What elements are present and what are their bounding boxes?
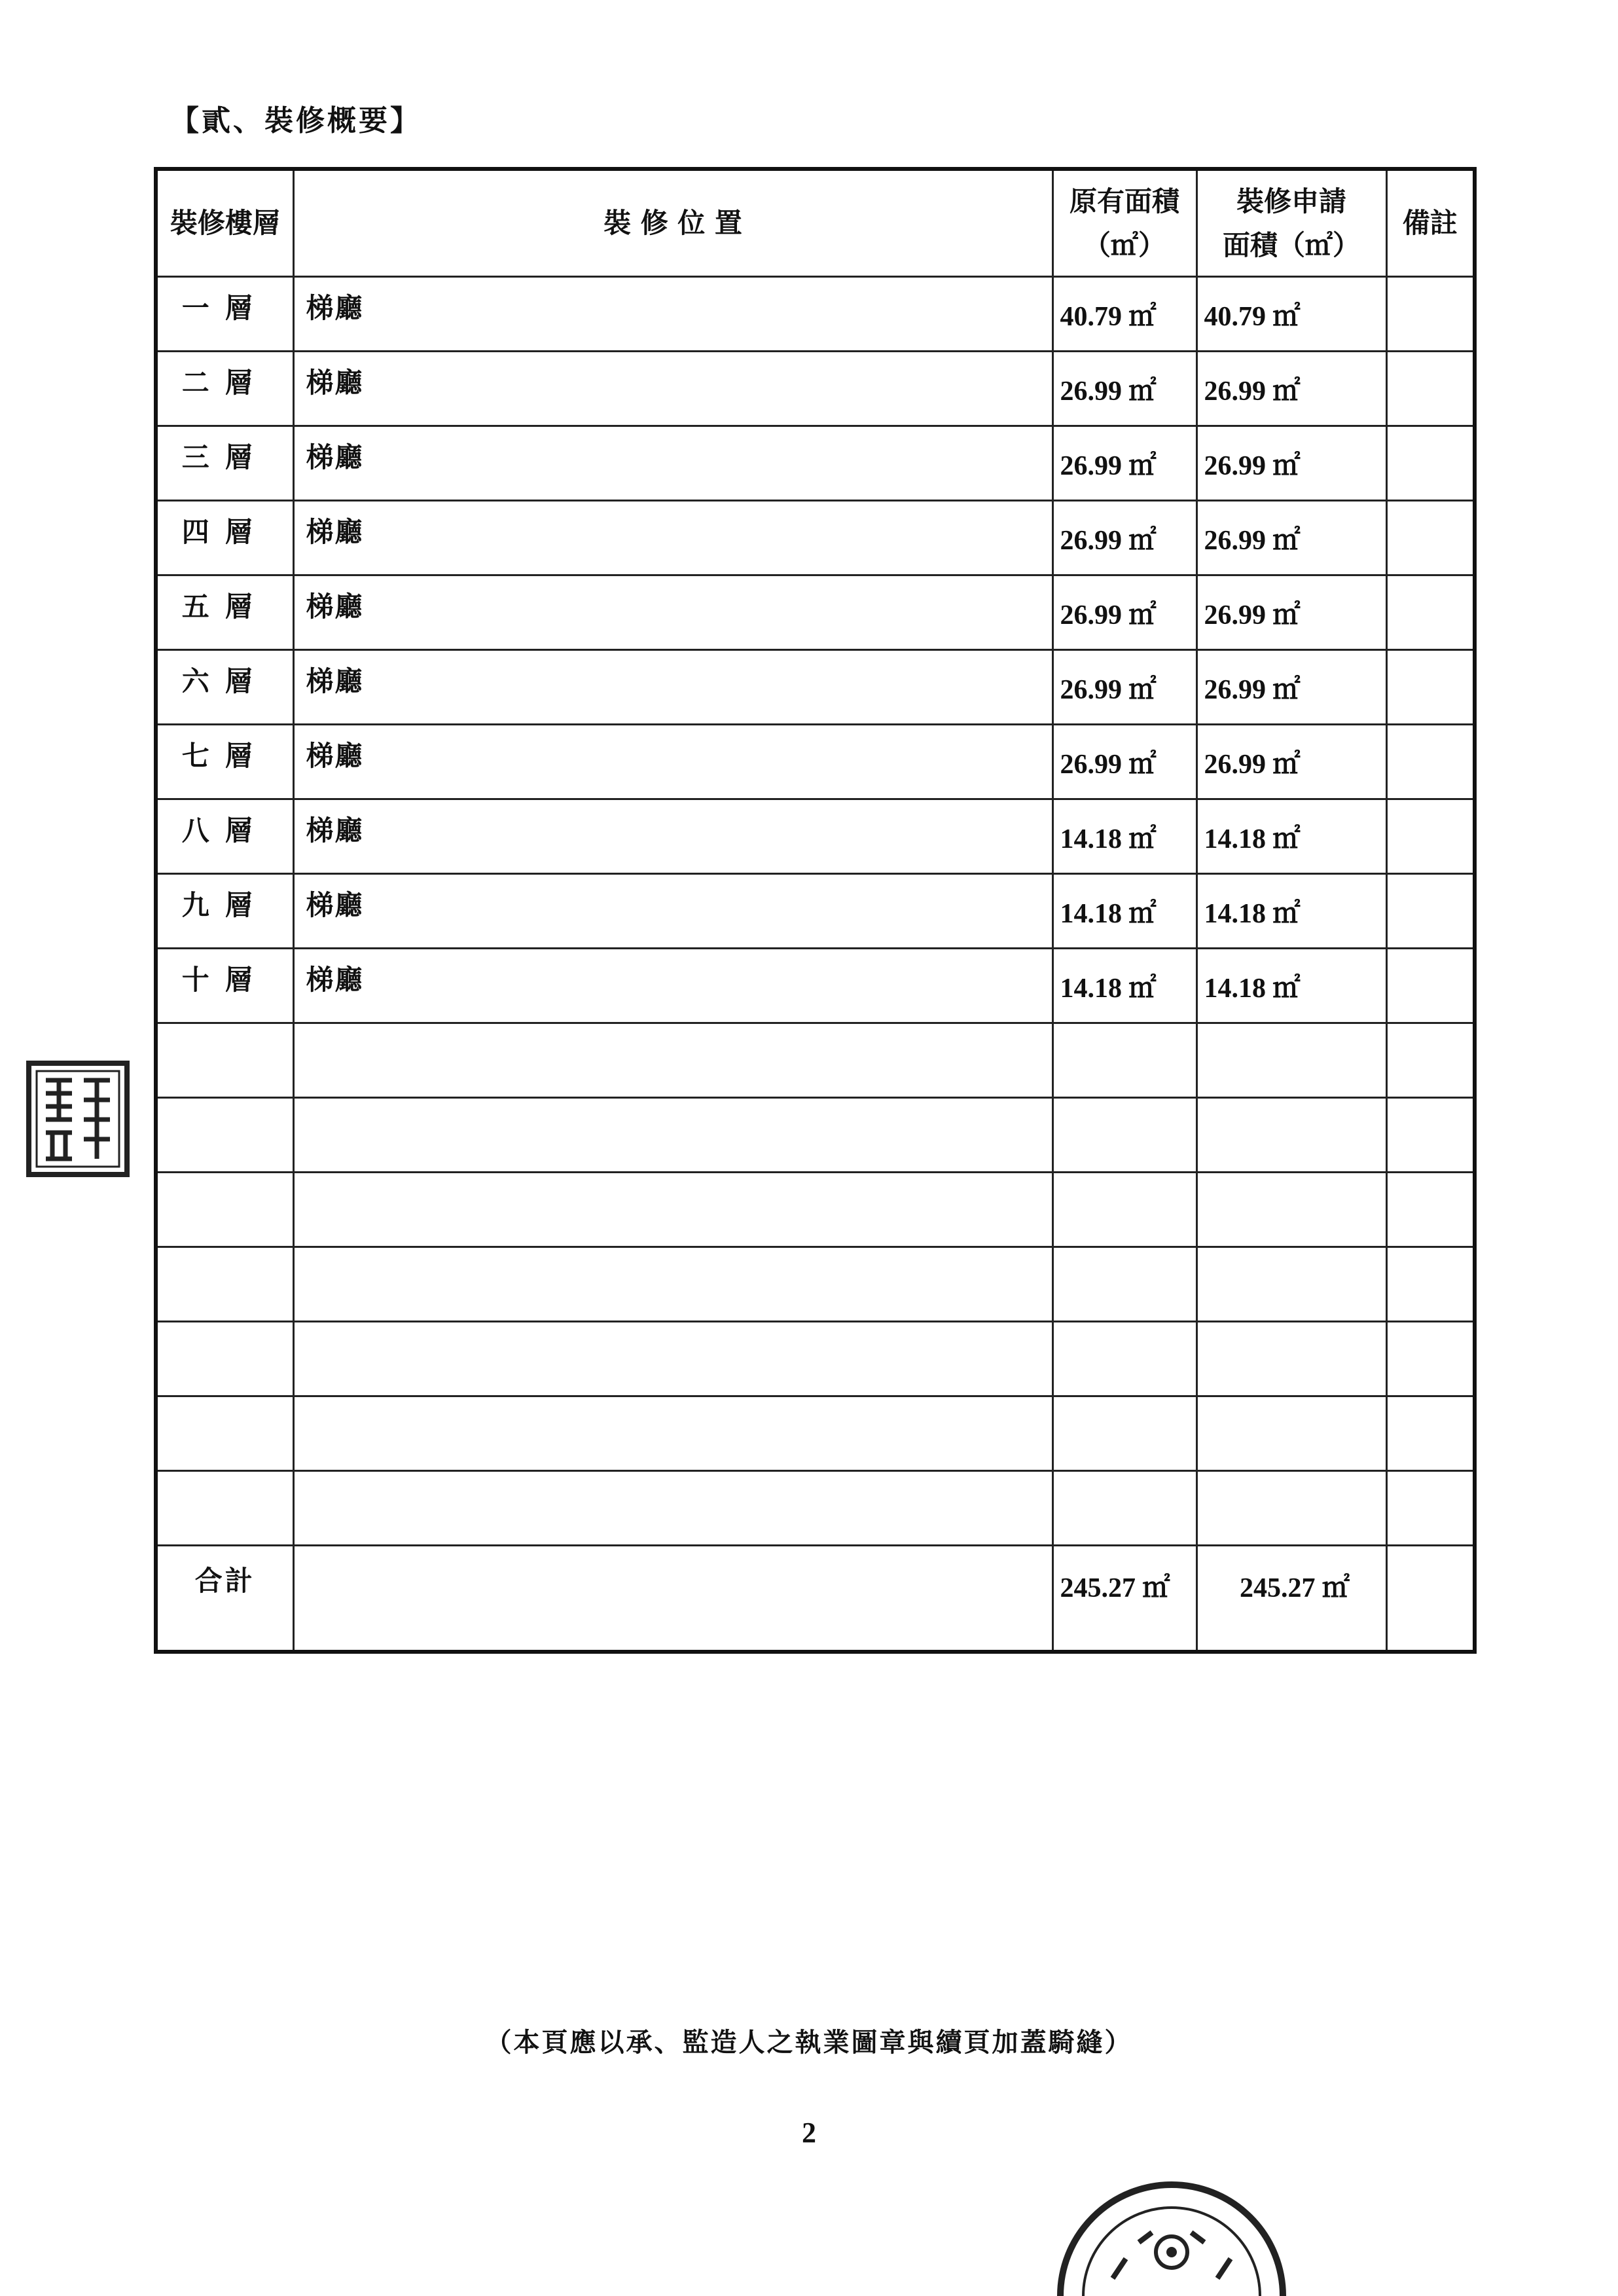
remarks-cell	[1386, 426, 1475, 501]
total-label: 合計	[156, 1546, 293, 1652]
remarks-cell	[1386, 874, 1475, 949]
applied-area-cell: 14.18 ㎡	[1196, 949, 1386, 1023]
header-remarks: 備註	[1386, 169, 1475, 277]
location-cell: 梯廳	[293, 277, 1052, 352]
original-area-cell	[1052, 1322, 1196, 1396]
total-location-cell	[293, 1546, 1052, 1652]
applied-area-cell: 26.99 ㎡	[1196, 575, 1386, 650]
floor-cell	[156, 1471, 293, 1546]
floor-cell: 四層	[156, 501, 293, 575]
remarks-cell	[1386, 799, 1475, 874]
total-original-area: 245.27 ㎡	[1052, 1546, 1196, 1652]
renovation-summary-table	[154, 167, 1477, 1654]
remarks-cell	[1386, 949, 1475, 1023]
floor-cell	[156, 1173, 293, 1247]
location-cell: 梯廳	[293, 575, 1052, 650]
remarks-cell	[1386, 650, 1475, 725]
section-title: 【貳、裝修概要】	[170, 104, 422, 137]
location-cell: 梯廳	[293, 352, 1052, 426]
original-area-cell	[1052, 1023, 1196, 1098]
original-area-cell: 26.99 ㎡	[1052, 501, 1196, 575]
header-floor: 裝修樓層	[156, 169, 293, 277]
footnote: （本頁應以承、監造人之執業圖章與續頁加蓋騎縫）	[485, 2027, 1133, 2058]
total-applied-area: 245.27 ㎡	[1196, 1546, 1386, 1652]
table-row	[156, 277, 1475, 352]
floor-cell	[156, 1396, 293, 1471]
original-area-cell: 26.99 ㎡	[1052, 352, 1196, 426]
applied-area-cell	[1196, 1098, 1386, 1173]
applied-area-cell	[1196, 1322, 1386, 1396]
remarks-cell	[1386, 1322, 1475, 1396]
applied-area-cell: 26.99 ㎡	[1196, 650, 1386, 725]
applied-area-cell: 26.99 ㎡	[1196, 352, 1386, 426]
remarks-cell	[1386, 1173, 1475, 1247]
original-area-cell: 40.79 ㎡	[1052, 277, 1196, 352]
table-row	[156, 1322, 1475, 1396]
architect-seal-stamp	[26, 1061, 130, 1177]
floor-cell	[156, 1322, 293, 1396]
applied-area-cell: 26.99 ㎡	[1196, 426, 1386, 501]
applied-area-cell	[1196, 1247, 1386, 1322]
remarks-cell	[1386, 1098, 1475, 1173]
table-row	[156, 426, 1475, 501]
original-area-cell: 26.99 ㎡	[1052, 426, 1196, 501]
remarks-cell	[1386, 725, 1475, 799]
applied-area-cell: 26.99 ㎡	[1196, 501, 1386, 575]
table-row	[156, 1396, 1475, 1471]
table-row	[156, 799, 1475, 874]
remarks-cell	[1386, 575, 1475, 650]
location-cell	[293, 1396, 1052, 1471]
header-applied-area-line2: 面積（㎡）	[1222, 229, 1360, 261]
location-cell	[293, 1471, 1052, 1546]
total-row	[156, 1546, 1475, 1652]
table-header-row	[156, 169, 1475, 277]
official-seal-stamp	[1054, 2180, 1289, 2296]
applied-area-cell: 40.79 ㎡	[1196, 277, 1386, 352]
remarks-cell	[1386, 1396, 1475, 1471]
table-row	[156, 1471, 1475, 1546]
location-cell	[293, 1098, 1052, 1173]
location-cell	[293, 1173, 1052, 1247]
table-row	[156, 1173, 1475, 1247]
header-original-area-line1: 原有面積	[1069, 185, 1179, 217]
original-area-cell	[1052, 1471, 1196, 1546]
floor-cell: 三層	[156, 426, 293, 501]
location-cell: 梯廳	[293, 725, 1052, 799]
floor-cell	[156, 1098, 293, 1173]
table-row	[156, 1247, 1475, 1322]
remarks-cell	[1386, 1023, 1475, 1098]
remarks-cell	[1386, 277, 1475, 352]
header-original-area	[1052, 169, 1196, 277]
floor-cell	[156, 1023, 293, 1098]
floor-cell	[156, 1247, 293, 1322]
table-row	[156, 650, 1475, 725]
table-row	[156, 949, 1475, 1023]
floor-cell: 一層	[156, 277, 293, 352]
header-applied-area-line1: 裝修申請	[1236, 185, 1346, 217]
original-area-cell: 14.18 ㎡	[1052, 949, 1196, 1023]
table-row	[156, 1023, 1475, 1098]
floor-cell: 五層	[156, 575, 293, 650]
header-applied-area	[1196, 169, 1386, 277]
table-row	[156, 352, 1475, 426]
table-row	[156, 1098, 1475, 1173]
applied-area-cell	[1196, 1173, 1386, 1247]
location-cell: 梯廳	[293, 501, 1052, 575]
remarks-cell	[1386, 1247, 1475, 1322]
location-cell: 梯廳	[293, 426, 1052, 501]
remarks-cell	[1386, 501, 1475, 575]
original-area-cell: 26.99 ㎡	[1052, 575, 1196, 650]
floor-cell: 六層	[156, 650, 293, 725]
location-cell	[293, 1023, 1052, 1098]
floor-cell: 七層	[156, 725, 293, 799]
applied-area-cell	[1196, 1471, 1386, 1546]
location-cell: 梯廳	[293, 799, 1052, 874]
original-area-cell: 26.99 ㎡	[1052, 650, 1196, 725]
original-area-cell	[1052, 1247, 1196, 1322]
location-cell	[293, 1322, 1052, 1396]
header-location: 裝 修 位 置	[293, 169, 1052, 277]
table-row	[156, 725, 1475, 799]
applied-area-cell	[1196, 1396, 1386, 1471]
floor-cell: 二層	[156, 352, 293, 426]
applied-area-cell: 14.18 ㎡	[1196, 874, 1386, 949]
location-cell	[293, 1247, 1052, 1322]
applied-area-cell	[1196, 1023, 1386, 1098]
floor-cell: 十層	[156, 949, 293, 1023]
original-area-cell	[1052, 1173, 1196, 1247]
original-area-cell	[1052, 1396, 1196, 1471]
location-cell: 梯廳	[293, 949, 1052, 1023]
original-area-cell: 26.99 ㎡	[1052, 725, 1196, 799]
location-cell: 梯廳	[293, 650, 1052, 725]
remarks-cell	[1386, 352, 1475, 426]
floor-cell: 八層	[156, 799, 293, 874]
original-area-cell	[1052, 1098, 1196, 1173]
applied-area-cell: 14.18 ㎡	[1196, 799, 1386, 874]
total-remarks-cell	[1386, 1546, 1475, 1652]
original-area-cell: 14.18 ㎡	[1052, 874, 1196, 949]
floor-cell: 九層	[156, 874, 293, 949]
table-row	[156, 501, 1475, 575]
table-row	[156, 575, 1475, 650]
applied-area-cell: 26.99 ㎡	[1196, 725, 1386, 799]
header-original-area-line2: （㎡）	[1083, 229, 1166, 261]
table-row	[156, 874, 1475, 949]
remarks-cell	[1386, 1471, 1475, 1546]
page-number: 2	[802, 2117, 816, 2149]
original-area-cell: 14.18 ㎡	[1052, 799, 1196, 874]
location-cell: 梯廳	[293, 874, 1052, 949]
